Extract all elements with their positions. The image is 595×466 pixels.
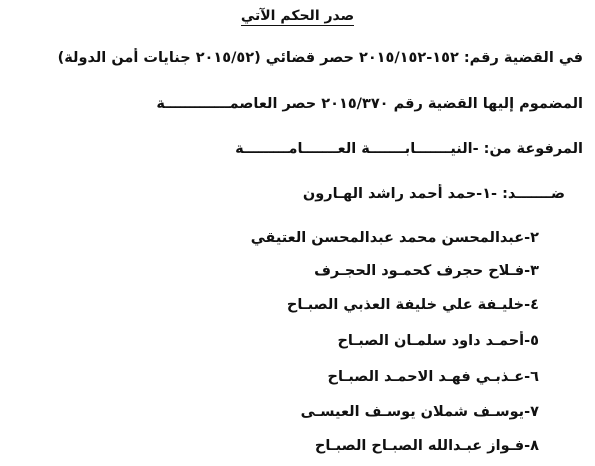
defendant-item: ٨-فـواز عبـدالله الصبـاح الصبـاح xyxy=(314,438,539,454)
defendant-item: ٦-عـذبـي فهـد الاحمـد الصبـاح xyxy=(327,369,539,385)
defendant-item: ٤-خليـفة علي خليفة العذبي الصبـاح xyxy=(286,297,539,313)
defendant-item: ٢-عبدالمحسن محمد عبدالمحسن العتيقي xyxy=(250,230,539,246)
joined-case-line: المضموم إليها القضية رقم ٢٠١٥/٣٧٠ حصر العاصمـــــــــــــة xyxy=(156,96,583,112)
defendant-item: ٥-أحمـد داود سلمـان الصبـاح xyxy=(337,333,539,349)
case-number-line: في القضية رقم: ١٥٢-٢٠١٥/١٥٢ حصر قضائي (٢٠١٥/٥٢ جنايات أمن الدولة) xyxy=(57,50,583,66)
defendant-item: ٣-فـلاح حجرف كحمـود الحجـرف xyxy=(314,263,539,279)
raised-by-line: المرفوعة من: -النيـــــــابـــــــة العـــــــامـــــــــة xyxy=(235,141,583,157)
against-line: ضـــــــد: -١-حمد أحمد راشد الهـارون xyxy=(302,186,565,202)
document-title: صدر الحكم الآتي xyxy=(240,8,355,24)
defendant-item: ٧-يوسـف شملان يوسـف العيسـى xyxy=(300,404,539,420)
